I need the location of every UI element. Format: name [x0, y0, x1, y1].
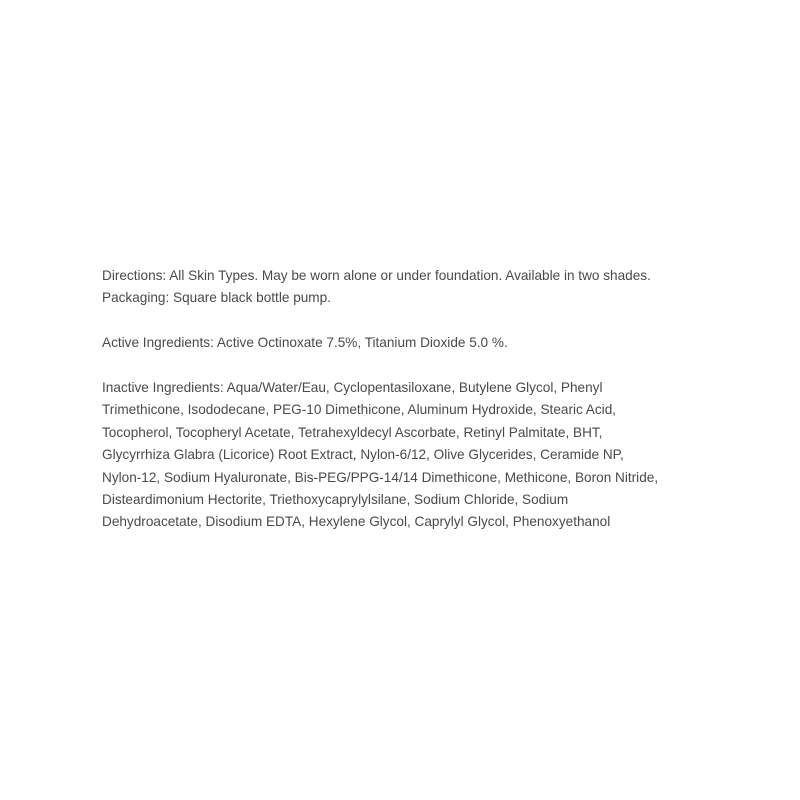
- paragraph-spacer: [102, 310, 702, 332]
- inactive-ingredients-line: Glycyrrhiza Glabra (Licorice) Root Extract, Nylon-6/12, Olive Glycerides, Ceramide NP,: [102, 447, 624, 463]
- inactive-ingredients-line: Tocopherol, Tocopheryl Acetate, Tetrahexyldecyl Ascorbate, Retinyl Palmitate, BHT,: [102, 424, 603, 440]
- inactive-ingredients-paragraph: [102, 377, 702, 534]
- directions-text: Directions: All Skin Types. May be worn alone or under foundation. Available in two shades.: [102, 268, 651, 283]
- packaging-text: Packaging: Square black bottle pump.: [102, 290, 331, 306]
- inactive-ingredients-line: Dehydroacetate, Disodium EDTA, Hexylene Glycol, Caprylyl Glycol, Phenoxyethanol: [102, 514, 611, 530]
- inactive-ingredients-line: Inactive Ingredients: Aqua/Water/Eau, Cyclopentasiloxane, Butylene Glycol, Phenyl: [102, 380, 603, 395]
- paragraph-spacer: [102, 355, 702, 377]
- active-ingredients-text: Active Ingredients: Active Octinoxate 7.5%, Titanium Dioxide 5.0 %.: [102, 335, 508, 351]
- inactive-ingredients-line: Nylon-12, Sodium Hyaluronate, Bis-PEG/PPG-14/14 Dimethicone, Methicone, Boron Nitride,: [102, 469, 659, 485]
- product-description: [102, 265, 702, 534]
- inactive-ingredients-line: Disteardimonium Hectorite, Triethoxycaprylylsilane, Sodium Chloride, Sodium: [102, 492, 569, 508]
- inactive-ingredients-line: Trimethicone, Isododecane, PEG-10 Dimethicone, Aluminum Hydroxide, Stearic Acid,: [102, 402, 617, 418]
